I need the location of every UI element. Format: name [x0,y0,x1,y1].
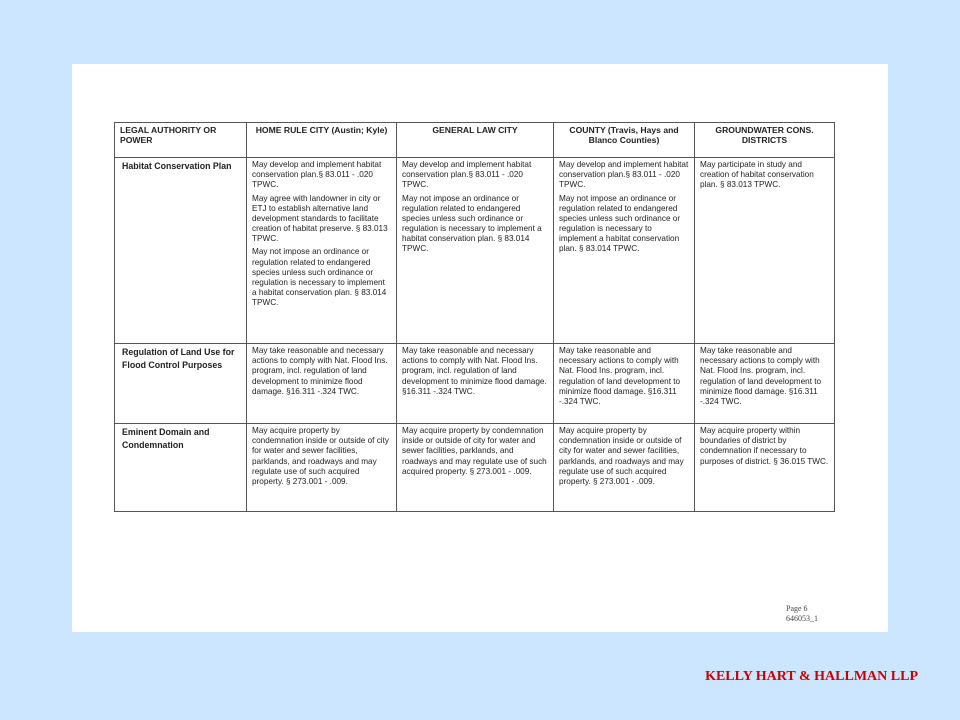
row-label: Regulation of Land Use for Flood Control Purposes [115,344,247,424]
document-id: 646053_1 [786,614,818,624]
cell-paragraph: May develop and implement habitat conservation plan.§ 83.011 - .020 TPWC. [559,160,689,190]
cell-paragraph: May take reasonable and necessary actions to comply with Nat. Flood Ins. program, incl. regulation of land development to minimize flood damage. §16.311 -.324 TWC. [252,346,388,396]
home-rule-cell [247,424,397,512]
table-row [115,344,835,424]
general-law-cell [397,344,554,424]
header-home-rule-city: HOME RULE CITY (Austin; Kyle) [247,123,397,158]
header-groundwater-districts: GROUNDWATER CONS. DISTRICTS [695,123,835,158]
header-general-law-city: GENERAL LAW CITY [397,123,554,158]
cell-paragraph: May take reasonable and necessary actions to comply with Nat. Flood Ins. program, incl. regulation of land development to minimize flood damage. §16.311 -.324 TWC. [402,346,547,396]
cell-paragraph: May acquire property by condemnation inside or outside of city for water and sewer facilities, parklands, and roadways and may regulate use of such acquired property. § 273.001 - .009. [402,426,547,476]
page-number: Page 6 [786,604,808,613]
cell-paragraph: May agree with landowner in city or ETJ to establish alternative land development standards to facilitate creation of habitat preserve. § 83.013 TPWC. [252,193,388,244]
cell-paragraph: May participate in study and creation of habitat conservation plan. § 83.013 TPWC. [700,160,814,190]
header-county: COUNTY (Travis, Hays and Blanco Counties) [554,123,695,158]
header-legal-authority: LEGAL AUTHORITY OR POWER [115,123,247,158]
cell-paragraph: May take reasonable and necessary actions to comply with Nat. Flood Ins. program, incl. regulation of land development to minimize flood damage. §16.311 -.324 TWC. [700,346,822,406]
home-rule-cell [247,158,397,344]
table-row [115,424,835,512]
firm-name: KELLY HART & HALLMAN LLP [705,669,918,684]
county-cell [554,344,695,424]
groundwater-cell [695,158,835,344]
table-row [115,158,835,344]
cell-paragraph: May develop and implement habitat conservation plan.§ 83.011 - .020 TPWC. [402,160,532,190]
groundwater-cell [695,344,835,424]
cell-paragraph: May develop and implement habitat conservation plan.§ 83.011 - .020 TPWC. [252,160,382,190]
home-rule-cell [247,344,397,424]
row-label: Habitat Conservation Plan [115,158,247,344]
cell-paragraph: May not impose an ordinance or regulation related to endangered species unless such ordinance or regulation is necessary to implement a habitat conservation plan. § 83.014 TPWC. [402,193,542,254]
cell-paragraph: May acquire property within boundaries of district by condemnation if necessary to purposes of district. § 36.015 TWC. [700,426,829,466]
legal-authority-table [114,122,835,512]
cell-paragraph: May acquire property by condemnation inside or outside of city for water and sewer facilities, parklands, and roadways and may regulate use of such acquired property. § 273.001 - .009. [559,426,684,486]
document-page [72,64,888,632]
cell-paragraph: May not impose an ordinance or regulation related to endangered species unless such ordinance or regulation is necessary to implement a habitat conservation plan. § 83.014 TPWC. [252,247,387,308]
cell-paragraph: May take reasonable and necessary actions to comply with Nat. Flood Ins. program, incl. regulation of land development to minimize flood damage. §16.311 -.324 TWC. [559,346,681,406]
general-law-cell [397,424,554,512]
general-law-cell [397,158,554,344]
groundwater-cell [695,424,835,512]
row-label: Eminent Domain and Condemnation [115,424,247,512]
county-cell [554,424,695,512]
county-cell [554,158,695,344]
table-header-row [115,123,835,158]
cell-paragraph: May acquire property by condemnation inside or outside of city for water and sewer facilities, parklands, and roadways and may regulate use of such acquired property. § 273.001 - .009. [252,426,389,486]
page-footer [786,604,818,625]
cell-paragraph: May not impose an ordinance or regulation related to endangered species unless such ordinance or regulation is necessary to implement a habitat conservation plan. § 83.014 TPWC. [559,193,681,254]
